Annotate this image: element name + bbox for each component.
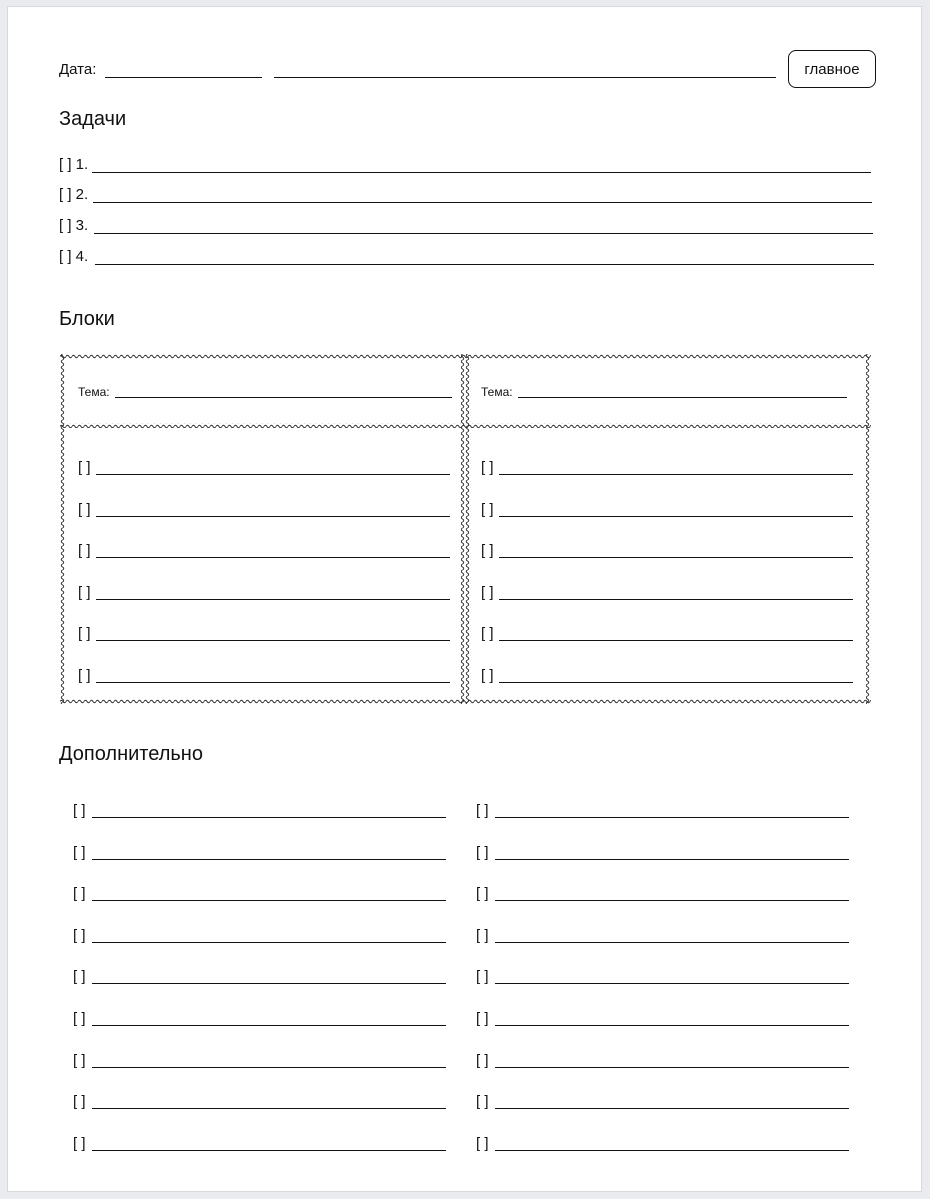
block-left-item-line-5[interactable] — [96, 640, 450, 641]
block-right-item-checkbox-2[interactable]: [ ] — [481, 500, 494, 518]
block-left-item-line-3[interactable] — [96, 557, 450, 558]
extra-left-item-line-2[interactable] — [92, 859, 446, 860]
block-right-item-checkbox-1[interactable]: [ ] — [481, 459, 494, 476]
extra-heading: Дополнительно — [59, 743, 203, 765]
extra-left-item-line-7[interactable] — [92, 1067, 446, 1068]
block-left-topic-line[interactable] — [115, 397, 452, 398]
block-left-item-line-1[interactable] — [96, 474, 450, 475]
task-line-4[interactable] — [95, 264, 874, 265]
extra-right-item-line-8[interactable] — [495, 1108, 849, 1109]
extra-right-item-line-9[interactable] — [495, 1150, 849, 1151]
extra-left-item-checkbox-3[interactable]: [ ] — [73, 885, 86, 903]
extra-left-item-line-4[interactable] — [92, 942, 446, 943]
extra-right-item-checkbox-7[interactable]: [ ] — [476, 1051, 489, 1069]
extra-left-item-checkbox-4[interactable]: [ ] — [73, 926, 86, 944]
extra-right-item-line-3[interactable] — [495, 900, 849, 901]
task-line-1[interactable] — [92, 172, 871, 173]
block-right-item-line-6[interactable] — [499, 682, 853, 683]
block-right-item-checkbox-3[interactable]: [ ] — [481, 542, 494, 560]
extra-right-item-checkbox-6[interactable]: [ ] — [476, 1010, 489, 1027]
block-left-topic-label: Тема: — [78, 385, 110, 399]
extra-left-item-checkbox-1[interactable]: [ ] — [73, 802, 86, 819]
extra-left-item-checkbox-2[interactable]: [ ] — [73, 843, 86, 861]
extra-right-item-line-5[interactable] — [495, 983, 849, 984]
block-left-item-line-4[interactable] — [96, 599, 450, 600]
block-left-item-checkbox-5[interactable]: [ ] — [78, 625, 91, 643]
block-right-topic-label: Тема: — [481, 385, 513, 399]
task-label-2[interactable]: [ ] 2. — [59, 186, 89, 203]
main-button[interactable]: главное — [788, 50, 876, 88]
wavy-border — [60, 354, 871, 704]
extra-left-item-checkbox-7[interactable]: [ ] — [73, 1051, 86, 1069]
extra-left-item-line-1[interactable] — [92, 817, 446, 818]
blocks-heading: Блоки — [59, 308, 115, 330]
task-label-1[interactable]: [ ] 1. — [59, 156, 89, 173]
extra-right-item-checkbox-9[interactable]: [ ] — [476, 1134, 489, 1152]
extra-right-item-line-2[interactable] — [495, 859, 849, 860]
date-label: Дата: — [59, 61, 97, 78]
block-left-item-checkbox-2[interactable]: [ ] — [78, 500, 91, 518]
block-right-item-line-2[interactable] — [499, 516, 853, 517]
extra-left-item-checkbox-5[interactable]: [ ] — [73, 968, 86, 986]
extra-right-item-checkbox-5[interactable]: [ ] — [476, 968, 489, 986]
block-left-item-line-6[interactable] — [96, 682, 450, 683]
extra-right-item-line-6[interactable] — [495, 1025, 849, 1026]
block-right-item-checkbox-4[interactable]: [ ] — [481, 583, 494, 601]
date-field-line[interactable] — [105, 77, 262, 78]
extra-right-item-checkbox-2[interactable]: [ ] — [476, 843, 489, 861]
extra-left-item-checkbox-9[interactable]: [ ] — [73, 1134, 86, 1152]
block-left-item-line-2[interactable] — [96, 516, 450, 517]
block-right-item-line-4[interactable] — [499, 599, 853, 600]
block-right-topic-line[interactable] — [518, 397, 847, 398]
extra-left-item-line-5[interactable] — [92, 983, 446, 984]
extra-right-item-checkbox-1[interactable]: [ ] — [476, 802, 489, 819]
extra-right-item-checkbox-3[interactable]: [ ] — [476, 885, 489, 903]
extra-right-item-line-7[interactable] — [495, 1067, 849, 1068]
block-left-item-checkbox-4[interactable]: [ ] — [78, 583, 91, 601]
task-label-3[interactable]: [ ] 3. — [59, 217, 89, 234]
block-right-item-line-3[interactable] — [499, 557, 853, 558]
task-line-3[interactable] — [94, 233, 873, 234]
extra-left-item-checkbox-8[interactable]: [ ] — [73, 1093, 86, 1111]
blocks-grid — [60, 354, 871, 704]
extra-left-item-line-3[interactable] — [92, 900, 446, 901]
extra-left-item-line-9[interactable] — [92, 1150, 446, 1151]
header-field-line[interactable] — [274, 77, 776, 78]
block-right-item-line-1[interactable] — [499, 474, 853, 475]
task-label-4[interactable]: [ ] 4. — [59, 248, 89, 265]
extra-right-item-checkbox-8[interactable]: [ ] — [476, 1093, 489, 1111]
planner-page — [7, 6, 922, 1192]
block-right-item-line-5[interactable] — [499, 640, 853, 641]
block-left-item-checkbox-3[interactable]: [ ] — [78, 542, 91, 560]
tasks-heading: Задачи — [59, 108, 127, 130]
block-left-item-checkbox-6[interactable]: [ ] — [78, 667, 91, 684]
extra-left-item-checkbox-6[interactable]: [ ] — [73, 1010, 86, 1027]
extra-right-item-line-4[interactable] — [495, 942, 849, 943]
task-line-2[interactable] — [93, 202, 872, 203]
extra-right-item-line-1[interactable] — [495, 817, 849, 818]
extra-left-item-line-6[interactable] — [92, 1025, 446, 1026]
block-right-item-checkbox-6[interactable]: [ ] — [481, 667, 494, 684]
extra-right-item-checkbox-4[interactable]: [ ] — [476, 926, 489, 944]
block-right-item-checkbox-5[interactable]: [ ] — [481, 625, 494, 643]
block-left-item-checkbox-1[interactable]: [ ] — [78, 459, 91, 476]
extra-left-item-line-8[interactable] — [92, 1108, 446, 1109]
